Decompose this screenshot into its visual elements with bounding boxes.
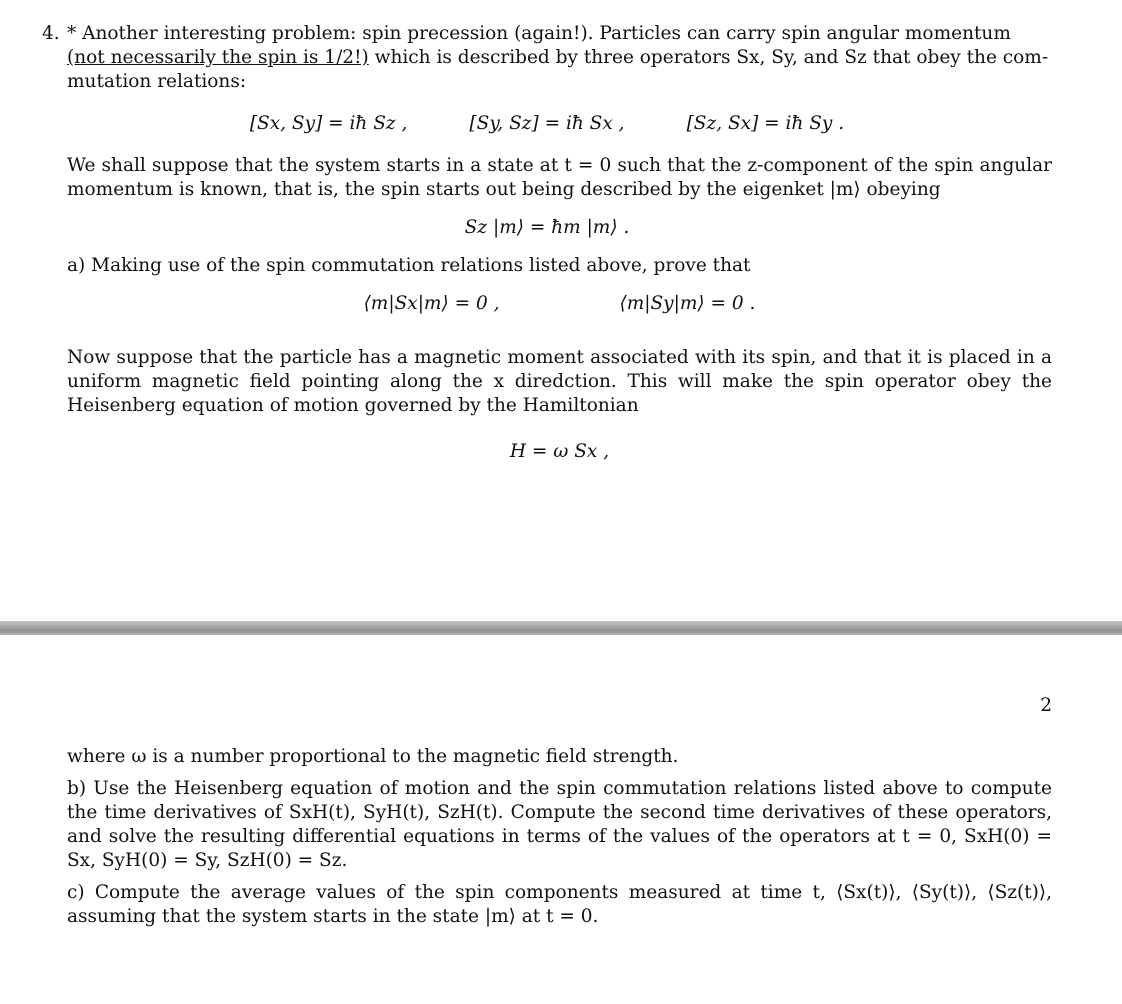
part-b-text: b) Use the Heisenberg equation of motion and the spin commutation relations listed above to compute the time derivatives of SxH(t), SyH(t), SzH(t). Compute the second time derivatives of these operators, and solve the resulting differential equations in terms of the values of the operators at t = 0, SxH(0) = Sx, SyH(0) = Sy, SzH(0) = Sz. (67, 778, 1052, 871)
page-number: 2 (1040, 695, 1052, 716)
page-divider (0, 621, 1122, 635)
intro-underlined-note: (not necessarily the spin is 1/2!) (67, 47, 369, 68)
part-a-text: a) Making use of the spin commutation relations listed above, prove that (67, 255, 751, 276)
commutator-yz: [Sy, Sz] = iħ Sx , (469, 113, 625, 134)
magnetic-field-text: Now suppose that the particle has a magnetic moment associated with its spin, and that it is placed in a uniform magnetic field pointing along the x diredction. This will make the spin operator obey the Heisenberg equation of motion governed by the Hamiltonian (67, 347, 1052, 416)
part-c-text: c) Compute the average values of the spin components measured at time t, ⟨Sx(t)⟩, ⟨Sy(t)⟩, ⟨Sz(t)⟩, assuming that the system starts in the state |m⟩ at t = 0. (67, 882, 1052, 927)
expectation-values (42, 292, 1052, 316)
hamiltonian-equation: H = ω Sx , (509, 441, 610, 462)
intro-line-2: which is described by three operators Sx, Sy, and Sz that obey the com- (368, 47, 1049, 68)
initial-state-text: We shall suppose that the system starts in a state at t = 0 such that the z-component of the spin angular momentum is known, that is, the spin starts out being described by the eigenket |m⟩ obeying (67, 155, 1052, 200)
expectation-sx: ⟨m|Sx|m⟩ = 0 , (363, 293, 500, 314)
problem-intro (42, 22, 1052, 94)
problem-4 (42, 22, 1052, 464)
intro-line-3: mutation relations: (67, 71, 247, 92)
problem-number: 4. (42, 23, 60, 44)
omega-text: where ω is a number proportional to the magnetic field strength. (67, 746, 679, 767)
eigen-equation: Sz |m⟩ = ħm |m⟩ . (464, 217, 630, 238)
commutation-relations (42, 112, 1052, 136)
commutator-xy: [Sx, Sy] = iħ Sz , (249, 113, 408, 134)
page-2-content (67, 745, 1052, 937)
commutator-zx: [Sz, Sx] = iħ Sy . (686, 113, 845, 134)
expectation-sy: ⟨m|Sy|m⟩ = 0 . (619, 293, 756, 314)
page-2 (0, 640, 1122, 1004)
intro-line-1: * Another interesting problem: spin precession (again!). Particles can carry spin angular momentum (67, 23, 1011, 44)
